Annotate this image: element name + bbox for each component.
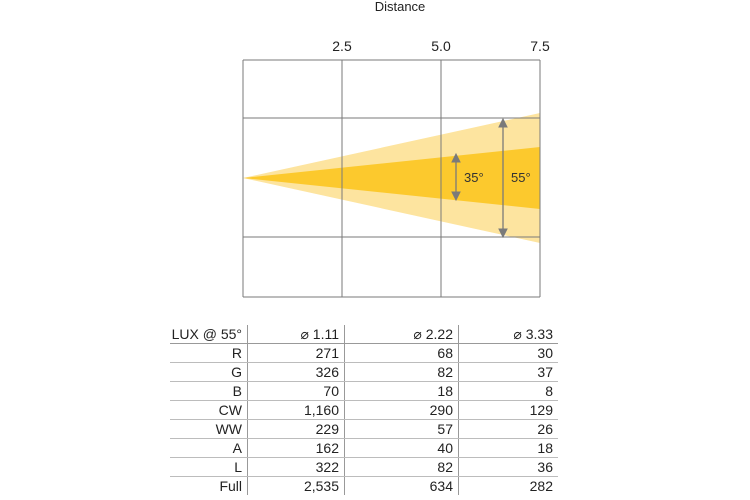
header-diameter-1: ⌀ 1.11 (248, 325, 345, 344)
cell-value: 229 (248, 420, 345, 439)
row-label: B (170, 382, 248, 401)
cell-value: 57 (345, 420, 459, 439)
distance-tick-label: 2.5 (332, 38, 352, 54)
table-row (170, 420, 558, 439)
lux-table (170, 325, 558, 495)
beam-35-label: 35° (464, 170, 484, 185)
table-header-row (170, 325, 558, 344)
cell-value: 36 (459, 458, 559, 477)
header-lux: LUX @ 55° (170, 325, 248, 344)
distance-tick-labels (332, 38, 550, 54)
cell-value: 634 (345, 477, 459, 496)
cell-value: 326 (248, 363, 345, 382)
table-row (170, 458, 558, 477)
row-label: CW (170, 401, 248, 420)
row-label: R (170, 344, 248, 363)
table-row (170, 344, 558, 363)
cell-value: 37 (459, 363, 559, 382)
cell-value: 40 (345, 439, 459, 458)
cell-value: 82 (345, 363, 459, 382)
row-label: L (170, 458, 248, 477)
cell-value: 18 (345, 382, 459, 401)
cell-value: 162 (248, 439, 345, 458)
distance-title: Distance (374, 0, 426, 14)
cell-value: 271 (248, 344, 345, 363)
cell-value: 70 (248, 382, 345, 401)
row-label: Full (170, 477, 248, 496)
cell-value: 18 (459, 439, 559, 458)
cell-value: 129 (459, 401, 559, 420)
cell-value: 82 (345, 458, 459, 477)
table-row (170, 477, 558, 496)
distance-tick-label: 5.0 (431, 38, 451, 54)
header-diameter-2: ⌀ 2.22 (345, 325, 459, 344)
cell-value: 322 (248, 458, 345, 477)
cell-value: 26 (459, 420, 559, 439)
cell-value: 2,535 (248, 477, 345, 496)
row-label: G (170, 363, 248, 382)
header-diameter-3: ⌀ 3.33 (459, 325, 559, 344)
table-row (170, 363, 558, 382)
cell-value: 282 (529, 478, 553, 494)
row-label: WW (170, 420, 248, 439)
distance-tick-label: 7.5 (530, 38, 550, 54)
cell-value: 68 (345, 344, 459, 363)
cell-value: 1,160 (248, 401, 345, 420)
beam-55-label: 55° (511, 170, 531, 185)
row-label: A (170, 439, 248, 458)
cell-value: 30 (459, 344, 559, 363)
table-row (170, 382, 558, 401)
table-row (170, 401, 558, 420)
cell-value: 290 (345, 401, 459, 420)
cell-value: 8 (459, 382, 559, 401)
table-row (170, 439, 558, 458)
